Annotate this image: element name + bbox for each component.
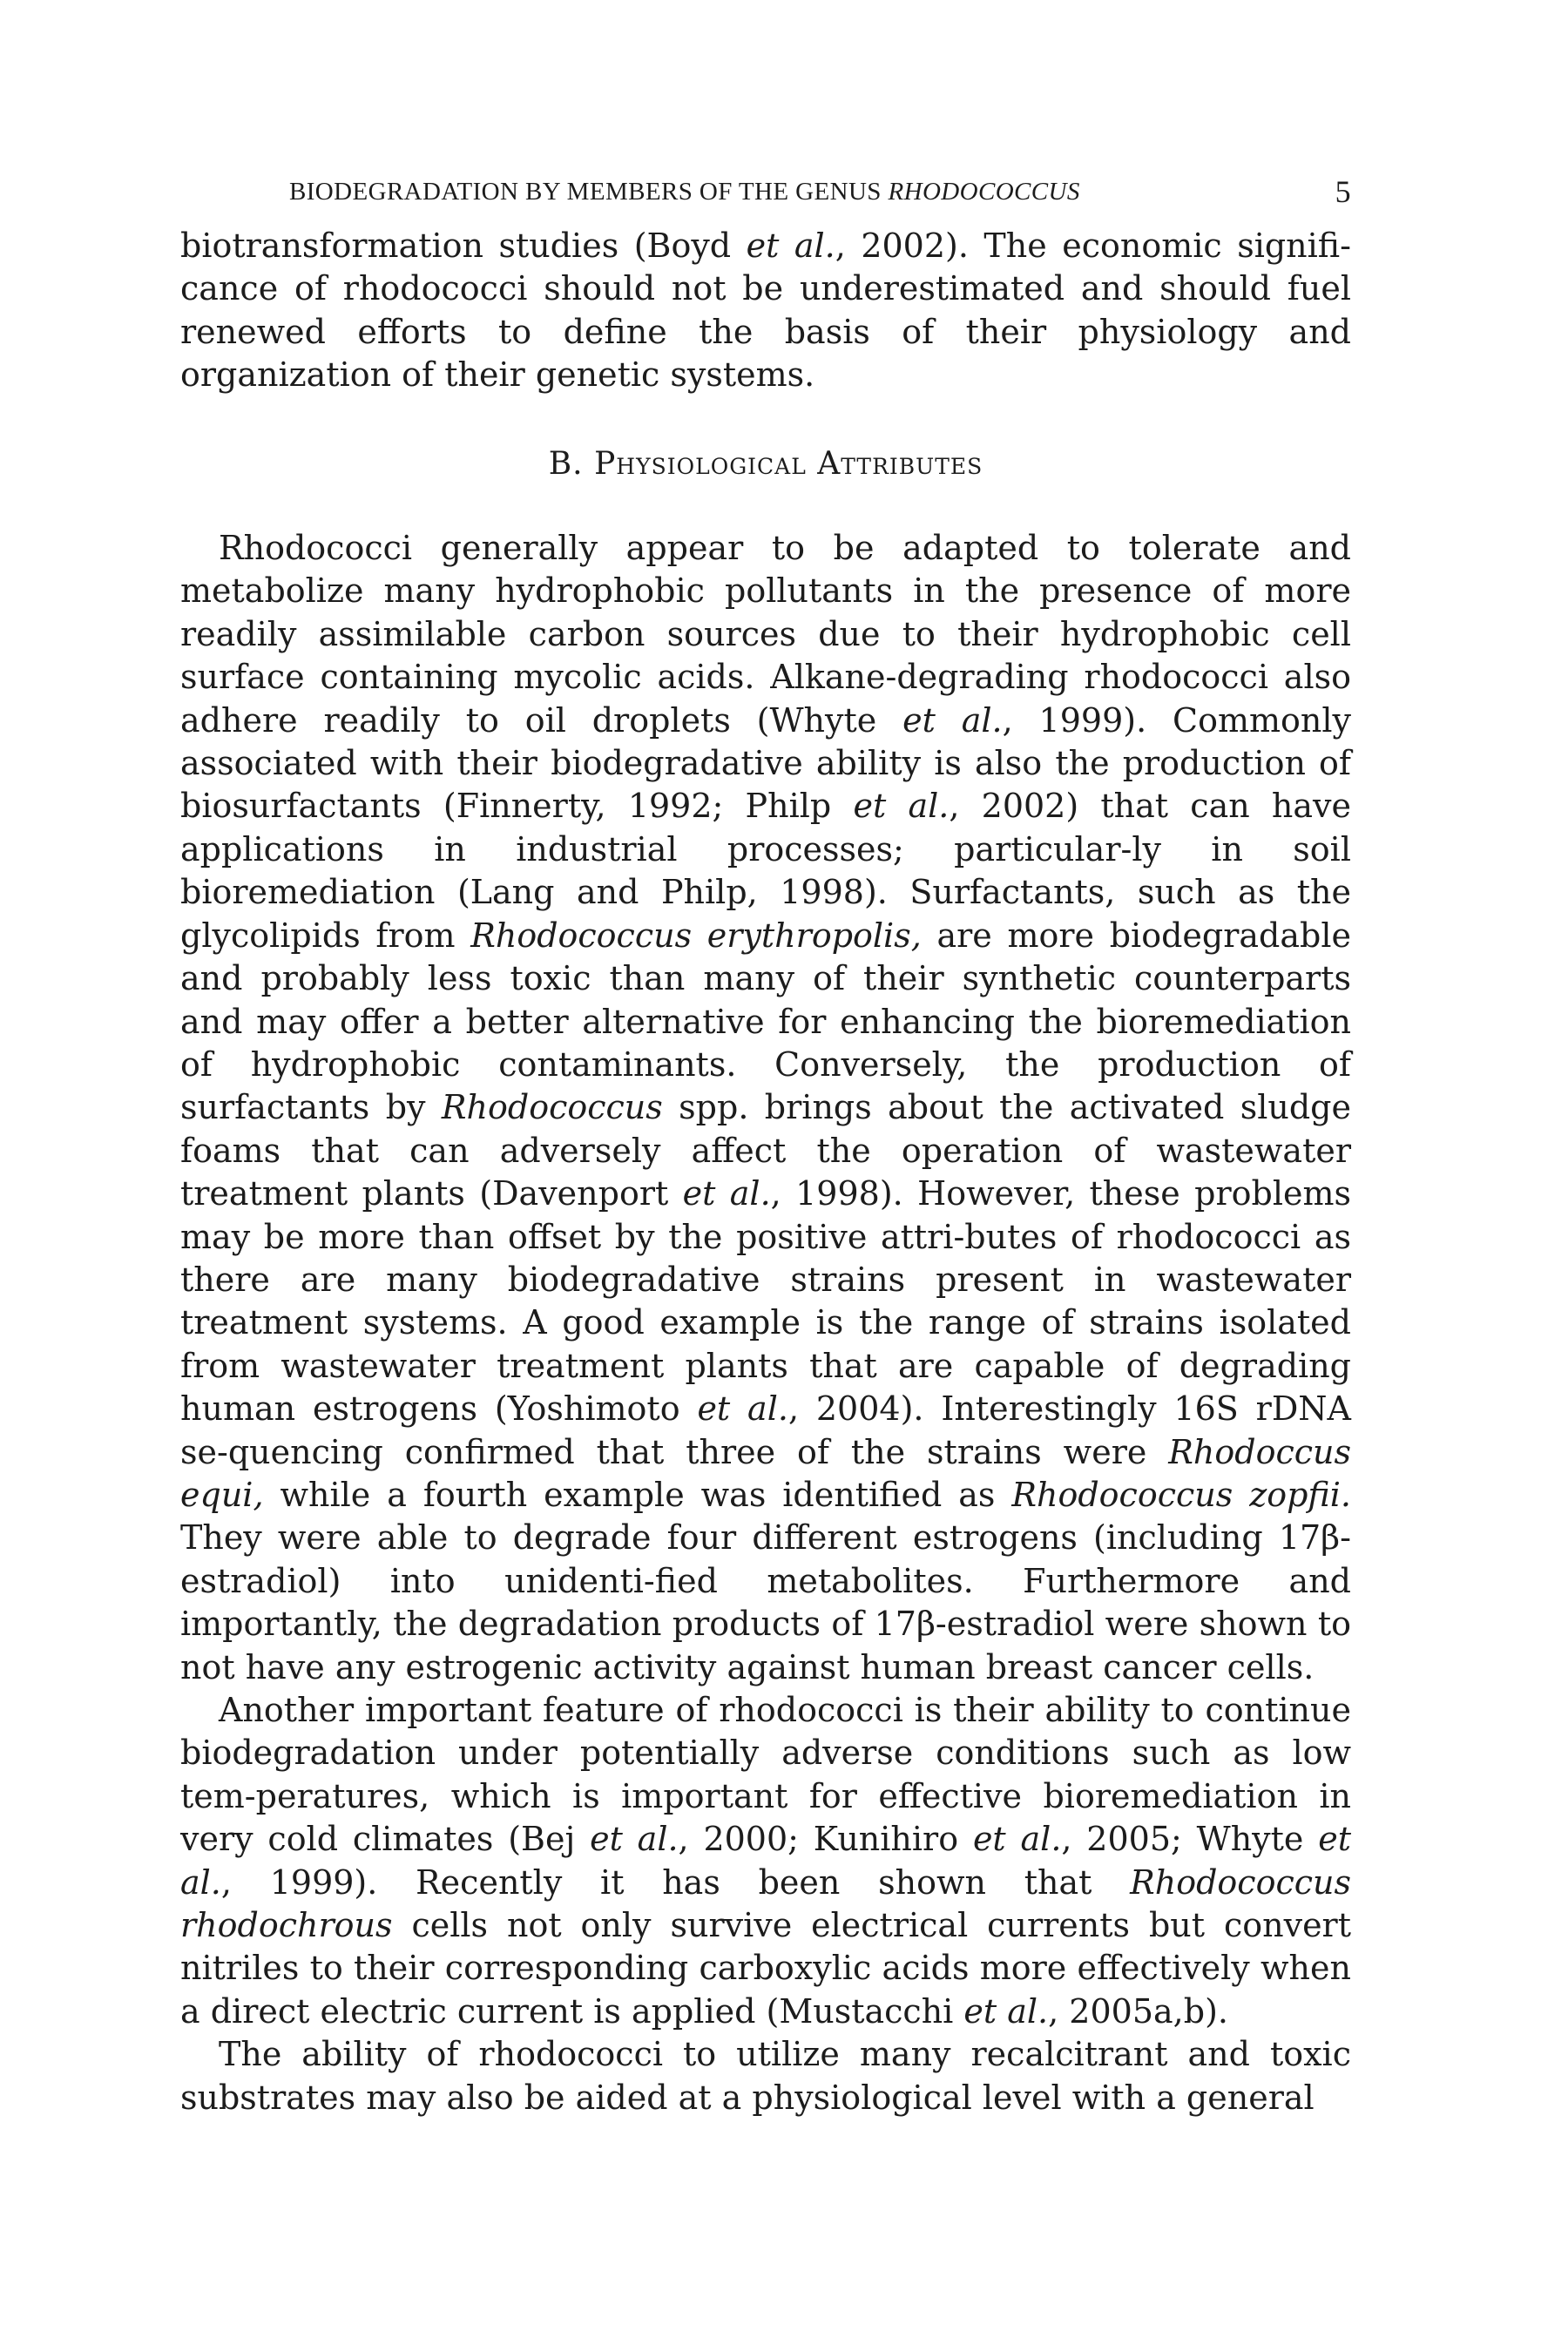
paragraph: Rhodococci generally appear to be adapted to tolerate and metabolize many hydrophobic pollutants in the presence of more readily assimilable carbon sources due to their hydrophobic cell surface containing mycolic acids. Alkane-degrading rhodococci also adhere readily to oil droplets (Whyte et al., 1999). Commonly associated with their biodegradative ability is also the production of biosurfactants (Finnerty, 1992; Philp et al., 2002) that can have applications in industrial processes; particular-ly in soil bioremediation (Lang and Philp, 1998). Surfactants, such as the glycolipids from Rhodococcus erythropolis, are more biodegradable and probably less toxic than many of their synthetic counterparts and may offer a better alternative for enhancing the bioremediation of hydrophobic contaminants. Conversely, the production of surfactants by Rhodococcus spp. brings about the activated sludge foams that can adversely affect the operation of wastewater treatment plants (Davenport et al., 1998). However, these problems may be more than offset by the positive attri-butes of rhodococci as there are many biodegradative strains present in wastewater treatment systems. A good example is the range of strains isolated from wastewater treatment plants that are capable of degrading human estrogens (Yoshimoto et al., 2004). Interestingly 16S rDNA se-quencing confirmed that three of the strains were Rhodoccus equi, while a fourth example was identified as Rhodococcus zopfii. They were able to degrade four different estrogens (including 17β-estradiol) into unidenti-fied metabolites. Furthermore and importantly, the degradation products of 17β-estradiol were shown to not have any estrogenic activity against human breast cancer cells. — [180, 529, 1352, 1686]
paragraph: Another important feature of rhodococci is their ability to continue biodegradation under potentially adverse conditions such as low tem-peratures, which is important for effective bioremediation in very cold climates (Bej et al., 2000; Kunihiro et al., 2005; Whyte et al., 1999). Recently it has been shown that Rhodococcus rhodochrous cells not only survive electrical currents but convert nitriles to their corresponding carboxylic acids more effectively when a direct electric current is applied (Mustacchi et al., 2005a,b). — [180, 1691, 1351, 2031]
paragraph: The ability of rhodococci to utilize many recalcitrant and toxic substrates may also be aided at a physiological level with a general — [180, 2035, 1351, 2117]
page-number: 5 — [1335, 174, 1351, 209]
body-text — [180, 225, 1351, 2119]
section-heading — [180, 443, 1351, 485]
running-head-title: BIODEGRADATION BY MEMBERS OF THE GENUS RHODOCOCCUS — [289, 178, 1080, 206]
paragraph-continued: biotransformation studies (Boyd et al., 2002). The economic signifi-cance of rhodococci should not be underestimated and should fuel renewed efforts to define the basis of their physiology and organization of their genetic systems. — [180, 226, 1351, 395]
running-head-genus: RHODOCOCCUS — [888, 178, 1080, 206]
section-heading-text: Physiological Attributes — [594, 445, 983, 482]
section-heading-label: B. — [548, 445, 584, 482]
running-head — [180, 172, 1351, 211]
